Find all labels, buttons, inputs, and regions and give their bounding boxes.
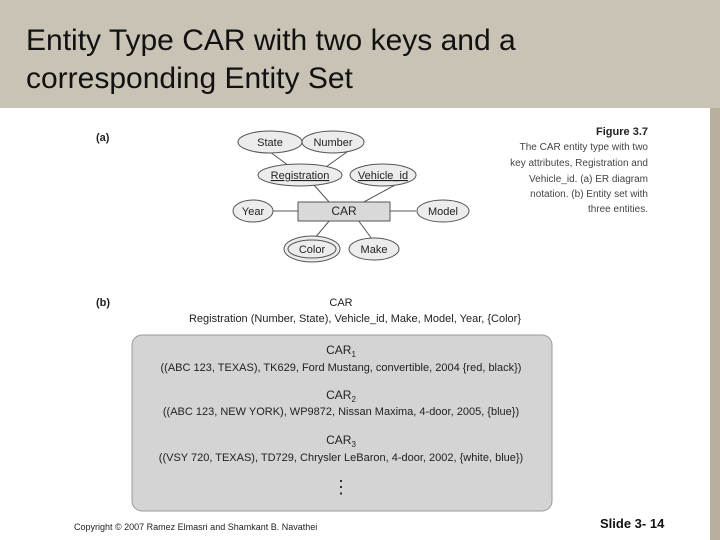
entity-1-name-text: CAR — [326, 343, 352, 357]
figure-3-7 — [0, 108, 710, 518]
entity-set-schema: Registration (Number, State), Vehicle_id, Make, Model, Year, {Color} — [188, 313, 522, 325]
attribute-model-label: Model — [428, 206, 458, 218]
caption-line-5: three entities. — [587, 204, 648, 215]
entity-set-name: CAR — [329, 297, 353, 309]
copyright-notice: Copyright © 2007 Ramez Elmasri and Shamkant B. Navathei — [74, 522, 318, 532]
attribute-vehicleid-label: Vehicle_id — [357, 170, 409, 182]
connector-vehicleid-car — [362, 185, 395, 203]
caption-line-2: key attributes, Registration and — [510, 158, 648, 169]
panel-label-b: (b) — [96, 297, 111, 309]
slide-title-line-1: Entity Type CAR with two keys and a — [26, 24, 516, 57]
entity-1-subscript: 1 — [351, 350, 356, 359]
attribute-year-label: Year — [241, 206, 265, 218]
caption-heading: Figure 3.7 — [596, 126, 648, 138]
er-attributes — [233, 131, 469, 262]
slide-title — [26, 22, 666, 98]
entity-2-name-text: CAR — [326, 388, 352, 402]
connector-make-car — [358, 220, 372, 239]
figure-caption — [510, 126, 648, 215]
slide-number: Slide 3- 14 — [600, 516, 665, 531]
slide-title-line-2: corresponding Entity Set — [26, 62, 353, 95]
entity-car-label: CAR — [331, 204, 357, 218]
right-accent-bar — [710, 108, 720, 540]
entity-2-value: ((ABC 123, NEW YORK), WP9872, Nissan Maxima, 4-door, 2005, {blue}) — [162, 406, 520, 418]
caption-line-4: notation. (b) Entity set with — [530, 189, 648, 200]
entity-2-subscript: 2 — [351, 395, 356, 404]
entity-1-value: ((ABC 123, TEXAS), TK629, Ford Mustang, convertible, 2004 {red, black}) — [160, 362, 522, 374]
connector-registration-car — [314, 185, 330, 203]
caption-line-1: The CAR entity type with two — [519, 142, 648, 153]
caption-line-3: Vehicle_id. (a) ER diagram — [529, 174, 648, 185]
entity-3-name-text: CAR — [326, 433, 352, 447]
attribute-registration-label: Registration — [270, 170, 330, 182]
entity-3-value: ((VSY 720, TEXAS), TD729, Chrysler LeBaron, 4-door, 2002, {white, blue}) — [158, 452, 524, 464]
attribute-number-label: Number — [313, 137, 353, 149]
attribute-state-label: State — [257, 137, 283, 149]
entity-3-subscript: 3 — [351, 440, 356, 449]
attribute-color-label: Color — [298, 244, 326, 256]
more-entities-ellipsis: ⋮ — [332, 477, 350, 497]
attribute-make-label: Make — [360, 244, 388, 256]
panel-label-a: (a) — [96, 132, 110, 144]
